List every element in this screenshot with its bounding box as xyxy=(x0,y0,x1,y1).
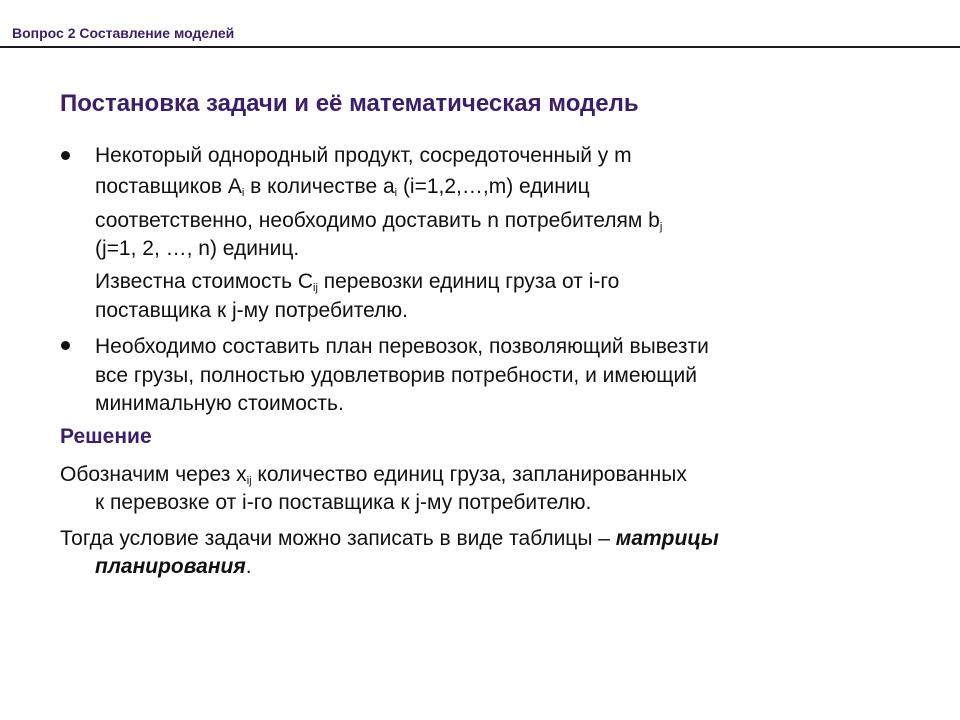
emphasis-term: матрицы xyxy=(615,527,719,550)
para1-line2: к перевозке от i-го поставщика к j-му потребителю. xyxy=(95,491,592,514)
bullet1-line2: поставщиков $A_i$ в количестве $a_i$ (i=1,2,…,m) единиц xyxy=(95,175,590,199)
bullet1-line5: Известна стоимость $C_{ij}$ перевозки единиц груза от i-го xyxy=(95,270,620,294)
emphasis-term: планирования xyxy=(95,555,246,578)
bullet1-line3: соответственно, необходимо доставить n потребителям $b_j$ xyxy=(95,209,663,233)
bullet1-line1: Некоторый однородный продукт, сосредоточенный у m xyxy=(95,144,632,167)
bullet1-line6: поставщика к j-му потребителю. xyxy=(95,299,408,322)
para1-line1: Обозначим через $x_{ij}$ количество единиц груза, запланированных xyxy=(60,463,687,487)
bullet2-line3: минимальную стоимость. xyxy=(95,392,344,415)
bullet2-line2: все грузы, полностью удовлетворив потребности, и имеющий xyxy=(95,364,698,387)
slide-title: Постановка задачи и её математическая модель xyxy=(60,90,639,117)
para2-line1: Тогда условие задачи можно записать в виде таблицы – матрицы xyxy=(60,527,719,550)
para2-line2: планирования. xyxy=(95,555,252,578)
header-divider xyxy=(0,46,960,48)
bullet-icon xyxy=(61,341,70,350)
section-label: Вопрос 2 Составление моделей xyxy=(12,25,235,41)
solution-heading: Решение xyxy=(60,425,152,448)
bullet-icon xyxy=(61,151,70,160)
bullet1-line4: (j=1, 2, …, n) единиц. xyxy=(95,237,300,260)
bullet2-line1: Необходимо составить план перевозок, позволяющий вывезти xyxy=(95,335,709,358)
